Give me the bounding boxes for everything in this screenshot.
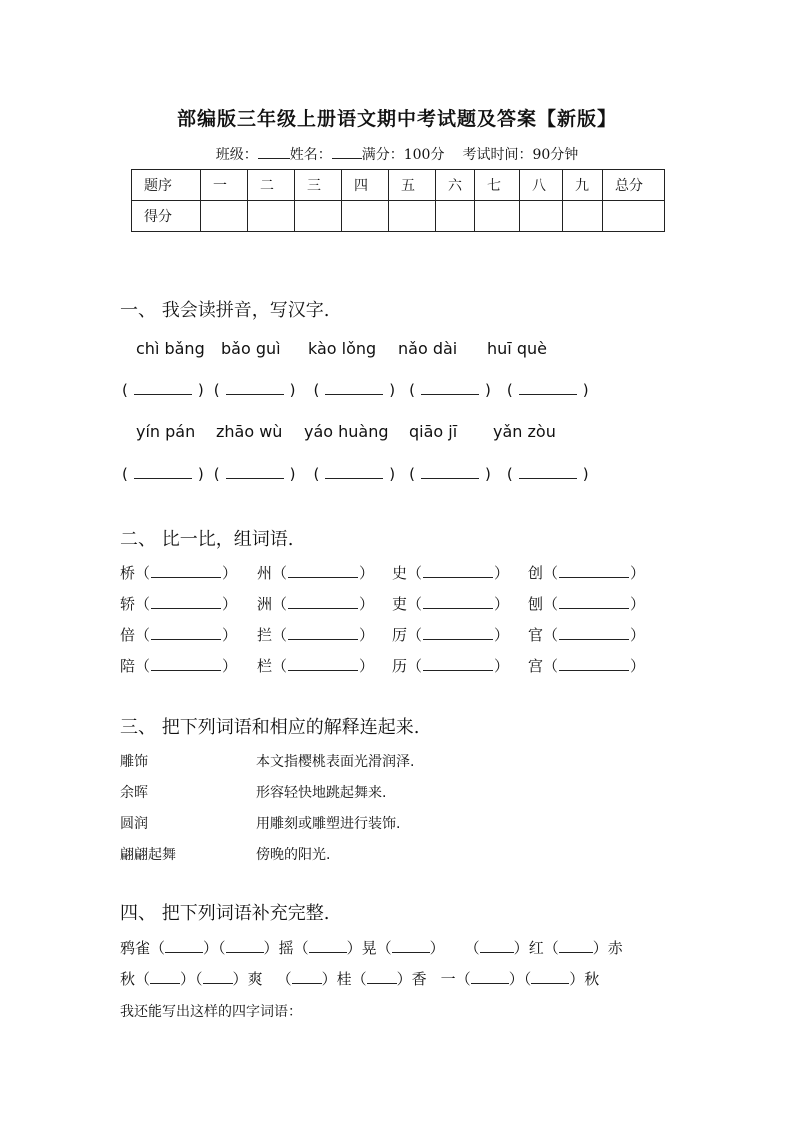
fill-text: 秋 [584,970,600,988]
answer-blank[interactable]: ( ) [506,465,589,483]
section-2-heading: 二、 比一比，组词语. [120,529,294,550]
score-cell[interactable] [603,201,665,232]
compare-char: 宫 [528,657,544,675]
pinyin-item: nǎo dài [398,339,458,358]
score-cell[interactable] [342,201,389,232]
pinyin-item: kào lǒng [308,339,377,358]
compare-char: 拦 [257,626,273,644]
compare-char: 刨 [528,595,544,613]
answer-blank[interactable] [288,658,358,671]
answer-blank[interactable] [292,971,322,984]
section-1-heading: 一、 我会读拼音，写汉字. [120,300,330,321]
compare-row: 轿（ ） [120,595,238,613]
answer-blank[interactable] [150,971,180,984]
answer-blank[interactable]: ( ) [409,465,491,483]
score-cell[interactable] [248,201,295,232]
header-cell: 二 [248,170,295,201]
compare-char: 栏 [257,657,273,675]
answer-blank[interactable]: ( ) [213,381,296,399]
class-blank[interactable] [258,144,290,159]
answer-blank[interactable] [151,596,221,609]
compare-row: 陪（ ） [120,657,238,675]
fill-text: 鸦雀 [120,939,151,957]
compare-row: 洲（ ） [257,595,375,613]
answer-blank[interactable] [367,971,397,984]
answer-blank[interactable] [531,971,569,984]
match-word[interactable]: 圆润 [120,816,148,832]
answer-blank[interactable] [423,565,493,578]
score-cell[interactable] [201,201,248,232]
compare-char: 官 [528,626,544,644]
fill-text: 桂 [336,970,352,988]
answer-blank-row-2 [122,465,589,483]
answer-blank[interactable] [288,627,358,640]
answer-blank[interactable]: ( ) [506,381,589,399]
compare-row: 栏（ ） [257,657,375,675]
answer-blank[interactable] [471,971,509,984]
compare-char: 史 [392,564,408,582]
answer-blank[interactable] [165,940,203,953]
compare-char: 吏 [392,595,408,613]
fill-line-2: 秋（ ）（ ）爽 （ ）桂（ ）香 一（ ）（ ）秋 [120,970,600,988]
match-word[interactable]: 雕饰 [120,754,148,770]
header-cell: 七 [475,170,520,201]
full-score: 满分：100分 [361,147,445,163]
compare-row: 厉（ ） [392,626,510,644]
answer-blank[interactable] [151,627,221,640]
compare-char: 陪 [120,657,136,675]
match-meaning[interactable]: 用雕刻或雕塑进行装饰. [256,816,401,832]
header-cell: 三 [295,170,342,201]
compare-row: 创（ ） [528,564,646,582]
class-label: 班级： [215,147,258,163]
compare-row: 历（ ） [392,657,510,675]
answer-blank[interactable]: ( ) [409,381,491,399]
header-cell: 八 [520,170,563,201]
score-cell[interactable] [563,201,603,232]
header-cell: 总分 [603,170,665,201]
answer-blank[interactable] [226,940,264,953]
fill-line-1: 鸦雀（ ）（ ）摇（ ）晃（ ） （ ）红（ ）赤 [120,939,623,957]
answer-blank[interactable]: ( ) [122,465,204,483]
match-meaning[interactable]: 本文指樱桃表面光滑润泽. [256,754,415,770]
answer-blank[interactable]: ( ) [122,381,204,399]
answer-blank[interactable] [151,658,221,671]
header-cell: 四 [342,170,389,201]
score-table [131,169,665,232]
header-cell: 五 [389,170,436,201]
score-cell[interactable] [436,201,475,232]
fill-text: 秋 [120,970,136,988]
compare-char: 倍 [120,626,136,644]
answer-blank[interactable] [151,565,221,578]
header-cell: 九 [563,170,603,201]
score-table-header [132,170,665,201]
fill-text: 晃 [361,939,377,957]
answer-blank[interactable] [423,658,493,671]
score-cell[interactable] [389,201,436,232]
compare-char: 洲 [257,595,273,613]
name-blank[interactable] [332,144,362,159]
pinyin-item: yǎn zòu [493,422,556,441]
compare-row: 桥（ ） [120,564,238,582]
name-label: 姓名： [289,147,332,163]
pinyin-item: yín pán [136,422,196,441]
compare-row: 刨（ ） [528,595,646,613]
score-table-row [132,201,665,232]
header-cell: 一 [201,170,248,201]
pinyin-item: zhāo wù [216,422,283,441]
header-cell: 六 [436,170,475,201]
compare-row: 吏（ ） [392,595,510,613]
score-cell[interactable] [520,201,563,232]
compare-row: 拦（ ） [257,626,375,644]
fill-text: 一 [440,970,456,988]
section-3-heading: 三、 把下列词语和相应的解释连起来. [120,717,420,738]
compare-row: 宫（ ） [528,657,646,675]
exam-time: 考试时间：90分钟 [462,147,579,163]
answer-blank[interactable] [392,940,430,953]
answer-blank[interactable] [309,940,347,953]
compare-row: 倍（ ） [120,626,238,644]
answer-blank[interactable] [288,596,358,609]
row-label: 得分 [132,201,201,232]
pinyin-item: qiāo jī [409,422,458,441]
compare-char: 创 [528,564,544,582]
compare-char: 桥 [120,564,136,582]
answer-blank[interactable]: ( ) [313,465,396,483]
pinyin-item: bǎo guì [221,339,281,358]
compare-char: 历 [392,657,408,675]
answer-blank[interactable] [480,940,514,953]
answer-blank-row-1 [122,381,589,399]
fill-text: 爽 [247,970,263,988]
score-cell[interactable] [295,201,342,232]
compare-char: 厉 [392,626,408,644]
answer-blank[interactable] [423,627,493,640]
answer-blank[interactable]: ( ) [213,465,296,483]
answer-blank[interactable]: ( ) [313,381,396,399]
match-meaning[interactable]: 形容轻快地跳起舞来. [256,785,387,801]
answer-blank[interactable] [288,565,358,578]
score-cell[interactable] [475,201,520,232]
compare-char: 轿 [120,595,136,613]
compare-row: 州（ ） [257,564,375,582]
fill-text: 赤 [607,939,623,957]
answer-blank[interactable] [423,596,493,609]
exam-info [0,144,794,164]
page-title: 部编版三年级上册语文期中考试题及答案【新版】 [176,108,617,130]
fill-text: 香 [411,970,427,988]
answer-blank[interactable] [559,940,593,953]
compare-row: 官（ ） [528,626,646,644]
pinyin-item: chì bǎng [136,339,205,358]
answer-blank[interactable] [559,596,629,609]
fill-text: 红 [528,939,544,957]
answer-blank[interactable] [203,971,233,984]
compare-char: 州 [257,564,273,582]
pinyin-item: yáo huàng [304,422,389,441]
fill-text: 摇 [278,939,294,957]
answer-blank[interactable] [559,658,629,671]
answer-blank[interactable] [559,627,629,640]
match-meaning[interactable]: 傍晚的阳光. [256,847,331,863]
answer-blank[interactable] [559,565,629,578]
pinyin-item: huī què [487,339,547,358]
header-cell: 题序 [132,170,201,201]
compare-row: 史（ ） [392,564,510,582]
fill-line-3: 我还能写出这样的四字词语： [120,1004,302,1020]
match-word[interactable]: 翩翩起舞 [120,847,176,863]
section-4-heading: 四、 把下列词语补充完整. [120,903,330,924]
match-word[interactable]: 余晖 [120,785,148,801]
